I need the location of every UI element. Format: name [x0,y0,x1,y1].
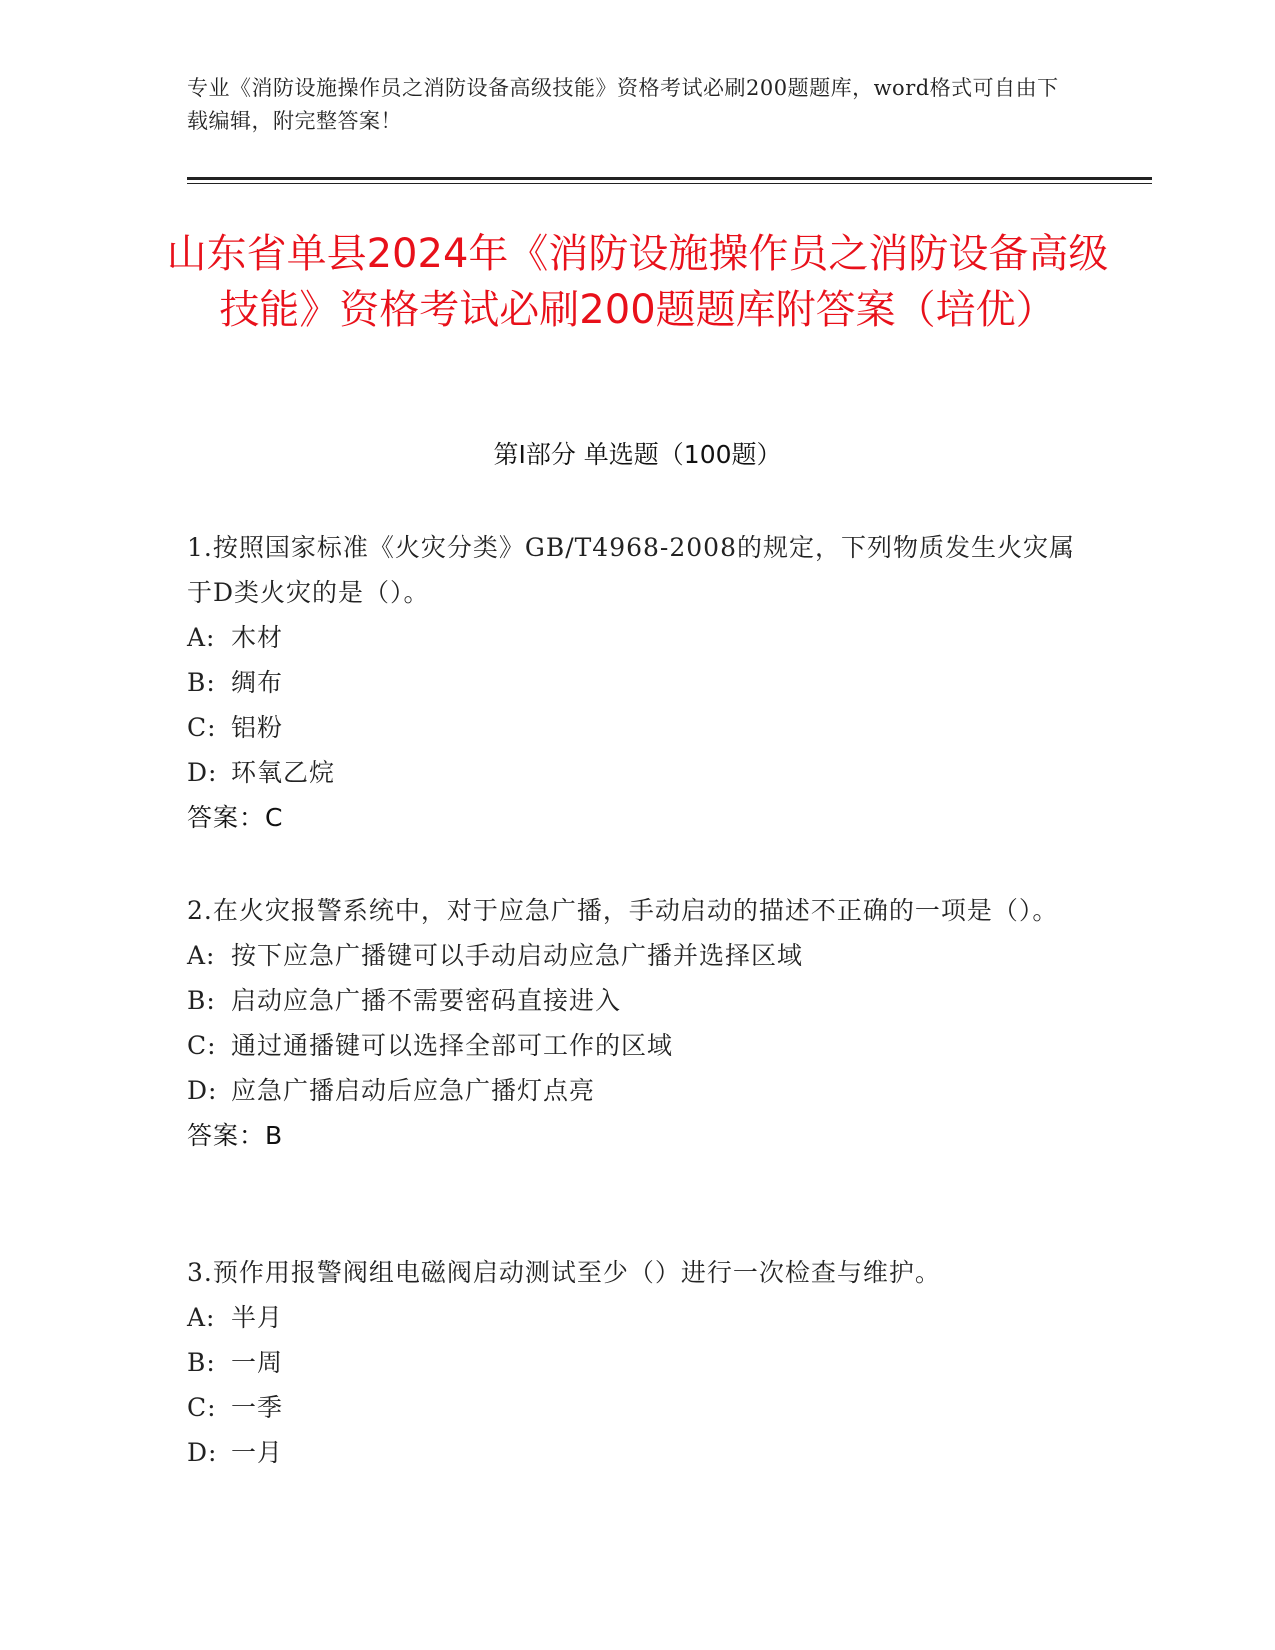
question-3 [187,1250,1087,1475]
option-text: 启动应急广播不需要密码直接进入 [231,986,622,1015]
option-text: 铝粉 [231,713,284,742]
option-text: 绸布 [231,668,284,697]
option-text: 通过通播键可以选择全部可工作的区域 [231,1031,674,1060]
option-text: 半月 [231,1303,284,1332]
answer-line: 答案：B [187,1121,284,1150]
option-d [187,750,1087,795]
option-text: 按下应急广播键可以手动启动应急广播并选择区域 [231,941,804,970]
question-2 [187,888,1087,1158]
option-letter: B: [187,668,216,697]
question-1 [187,525,1087,840]
header-note: 专业《消防设施操作员之消防设备高级技能》资格考试必刷200题题库，word格式可自由下载编辑，附完整答案！ [187,76,1059,133]
option-a [187,615,1087,660]
option-d [187,1430,1087,1475]
option-a [187,933,1087,978]
option-letter: B: [187,986,216,1015]
header-divider-thick [187,177,1152,180]
option-d [187,1068,1087,1113]
option-c [187,705,1087,750]
question-stem: 1.按照国家标准《火灾分类》GB/T4968-2008的规定，下列物质发生火灾属于D类火灾的是（）。 [187,533,1075,607]
option-c [187,1023,1087,1068]
option-letter: D: [187,758,218,787]
section-heading: 第Ⅰ部分 单选题（100题） [493,440,782,469]
option-letter: D: [187,1076,218,1105]
option-text: 环氧乙烷 [231,758,336,787]
option-b [187,978,1087,1023]
option-letter: B: [187,1348,216,1377]
option-letter: C: [187,1393,217,1422]
option-text: 应急广播启动后应急广播灯点亮 [231,1076,596,1105]
option-text: 一季 [231,1393,284,1422]
option-letter: C: [187,713,217,742]
option-c [187,1385,1087,1430]
option-letter: D: [187,1438,218,1467]
option-b [187,1340,1087,1385]
answer-line: 答案：C [187,803,284,832]
question-stem: 2.在火灾报警系统中，对于应急广播，手动启动的描述不正确的一项是（）。 [187,896,1059,925]
option-letter: C: [187,1031,217,1060]
option-letter: A: [187,623,216,652]
option-text: 一月 [231,1438,284,1467]
option-letter: A: [187,941,216,970]
option-text: 一周 [231,1348,284,1377]
question-stem: 3.预作用报警阀组电磁阀启动测试至少（）进行一次检查与维护。 [187,1258,941,1287]
option-letter: A: [187,1303,216,1332]
document-title: 山东省单县2024年《消防设施操作员之消防设备高级技能》资格考试必刷200题题库附答案（培优） [166,231,1109,333]
option-a [187,1295,1087,1340]
option-b [187,660,1087,705]
option-text: 木材 [231,623,284,652]
header-divider-thin [187,183,1152,184]
